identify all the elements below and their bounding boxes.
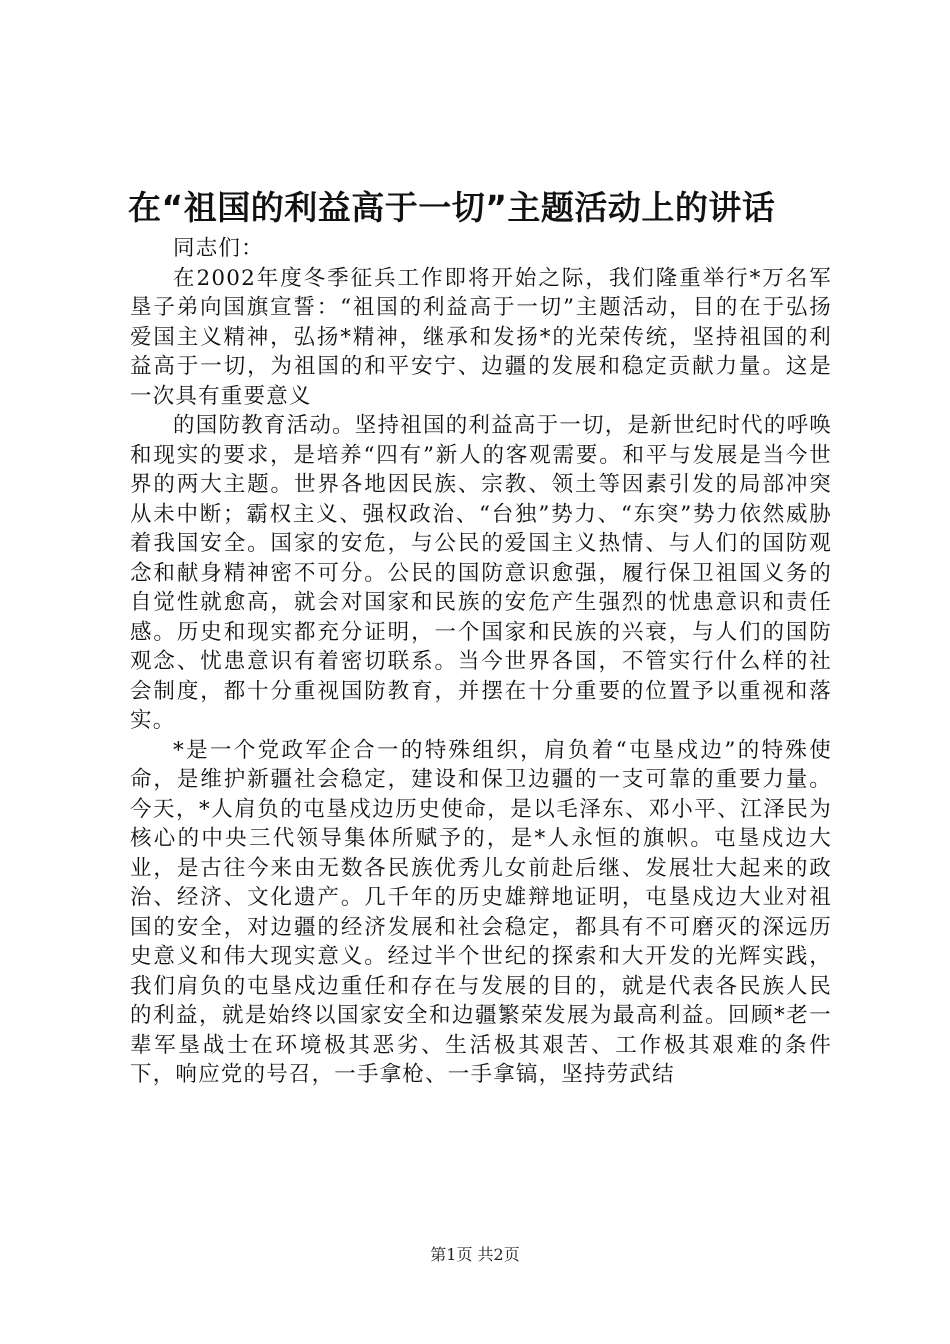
paragraph: *是一个党政军企合一的特殊组织，肩负着“屯垦戍边”的特殊使命，是维护新疆社会稳定，建设和保卫边疆的一支可靠的重要力量。今天，*人肩负的屯垦戍边历史使命，是以毛泽东、邓小平、江泽民为核心的中央三代领导集体所赋予的，是*人永恒的旗帜。屯垦戍边大业，是古往今来由无数各民族优秀儿女前赴后继、发展壮大起来的政治、经济、文化遗产。几千年的历史雄辩地证明，屯垦戍边大业对祖国的安全，对边疆的经济发展和社会稳定，都具有不可磨灭的深远历史意义和伟大现实意义。经过半个世纪的探索和大开发的光辉实践，我们肩负的屯垦戍边重任和存在与发展的目的，就是代表各民族人民的利益，就是始终以国家安全和边疆繁荣发展为最高利益。回顾*老一辈军垦战士在环境极其恶劣、生活极其艰苦、工作极其艰难的条件下，响应党的号召，一手拿枪、一手拿镐，坚持劳武结: [130, 737, 832, 1087]
document-title: 在“祖国的利益高于一切”主题活动上的讲话: [128, 188, 776, 227]
document-body: [130, 234, 832, 1090]
page-footer: 第1页 共2页: [430, 1245, 520, 1264]
paragraph: 的国防教育活动。坚持祖国的利益高于一切，是新世纪时代的呼唤和现实的要求，是培养“四有”新人的客观需要。和平与发展是当今世界的两大主题。世界各地因民族、宗教、领土等因素引发的局部冲突从未中断；霸权主义、强权政治、“台独”势力、“东突”势力依然威胁着我国安全。国家的安危，与公民的爱国主义热情、与人们的国防观念和献身精神密不可分。公民的国防意识愈强，履行保卫祖国义务的自觉性就愈高，就会对国家和民族的安危产生强烈的忧患意识和责任感。历史和现实都充分证明，一个国家和民族的兴衰，与人们的国防观念、忧患意识有着密切联系。当今世界各国，不管实行什么样的社会制度，都十分重视国防教育，并摆在十分重要的位置予以重视和落实。: [130, 413, 832, 733]
paragraph: 在2002年度冬季征兵工作即将开始之际，我们隆重举行*万名军垦子弟向国旗宣誓：“祖国的利益高于一切”主题活动，目的在于弘扬爱国主义精神，弘扬*精神，继承和发扬*的光荣传统，坚持祖国的利益高于一切，为祖国的和平安宁、边疆的发展和稳定贡献力量。这是一次具有重要意义: [130, 265, 832, 409]
salutation: 同志们：: [173, 236, 264, 261]
